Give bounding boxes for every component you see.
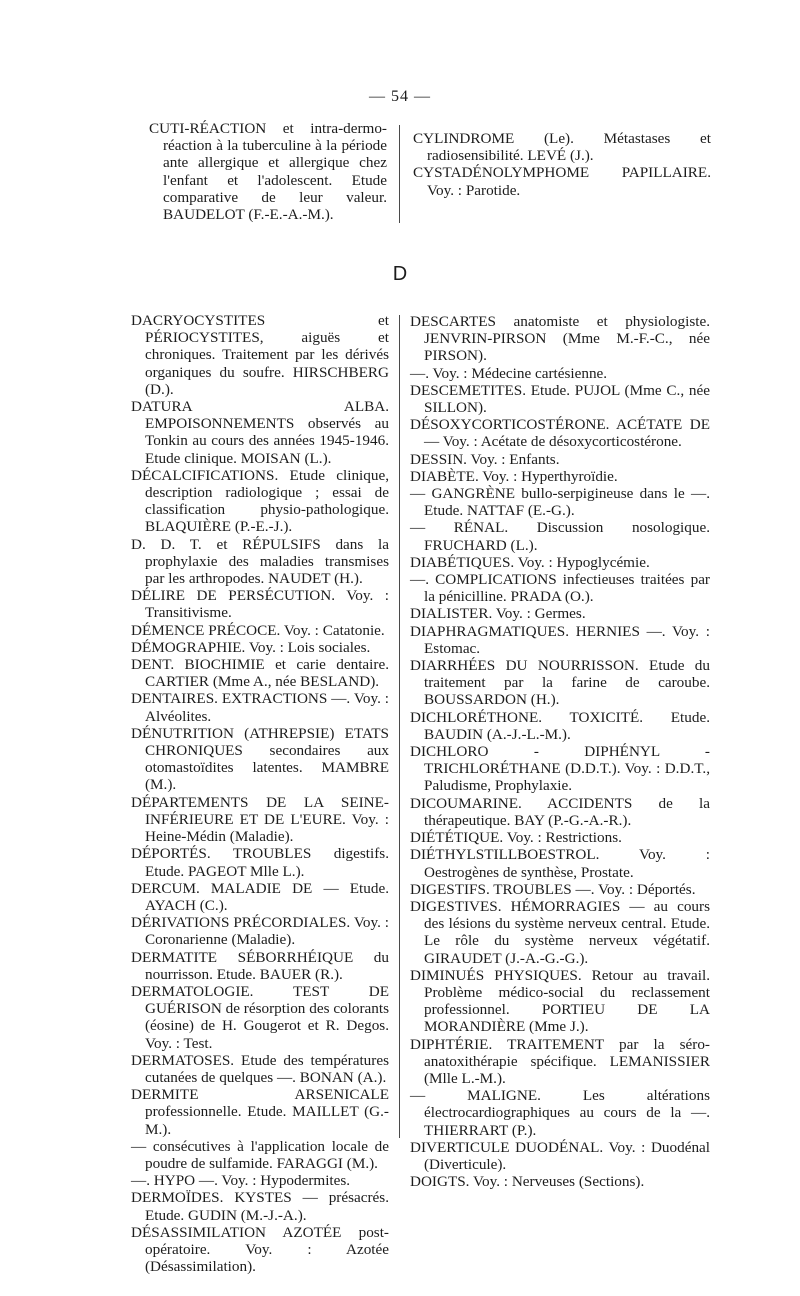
index-entry-term: —: [410, 1087, 426, 1105]
index-entry-term: DATURA ALBA.: [131, 398, 389, 416]
index-entry: [131, 880, 389, 914]
index-entry: [410, 709, 710, 743]
index-entry: [410, 743, 710, 795]
index-entry-term: DIMINUÉS: [410, 966, 485, 984]
index-entry-term: —: [410, 485, 426, 503]
index-entry-text: AZOTÉE post-opératoire. Voy. : Azotée (Désassimilation).: [145, 1223, 389, 1276]
index-entry-text: anatomiste et physiologiste. JENVRIN-PIRSON (Mme M.-F.-C., née PIRSON).: [424, 313, 710, 365]
index-entry-term: DICOUMARINE.: [410, 794, 522, 812]
index-entry-term: DIALISTER.: [410, 605, 493, 623]
index-entry-text: DE PERSÉCUTION. Voy. : Transitivisme.: [145, 587, 389, 622]
index-entry: [131, 587, 389, 621]
index-entry-text: MALIGNE. Les altérations électrocardiographiques au cours de la —. THIERRART (P.).: [424, 1087, 710, 1139]
index-entry: [410, 451, 710, 468]
index-entry-text: SÉBORRHÉIQUE du nourrisson. Etude. BAUER (R.).: [145, 948, 389, 983]
index-entry: [131, 467, 389, 536]
index-entry-text: et RÉPULSIFS dans la prophylaxie des maladies transmises par les arthropodes. NAUDET (H.).: [145, 535, 389, 588]
index-entry: [131, 725, 389, 794]
index-entry-text: aiguës et chroniques. Traitement par les dérivés organiques du soufre. HIRSCHBERG (D.).: [145, 329, 389, 398]
index-entry: [131, 622, 389, 639]
index-entry-text: Voy. : Restrictions.: [503, 829, 622, 847]
index-entry-text: Voy. : Oestrogènes de synthèse, Prostate.: [424, 846, 710, 881]
index-entry-text: MALADIE DE — Etude. AYACH (C.).: [145, 879, 389, 914]
index-entry: [131, 983, 389, 1052]
index-entry-term: DIABÉTIQUES.: [410, 553, 515, 571]
index-entry: [413, 164, 711, 198]
index-entry-text: RÉNAL. Discussion nosologique. FRUCHARD (L.).: [424, 519, 710, 554]
index-entry: [131, 690, 389, 724]
index-entry-text: Voy. : Hyperthyroïdie.: [478, 467, 618, 485]
index-entry-term: DIPHTÉRIE.: [410, 1035, 493, 1053]
index-entry-term: DERMATOLOGIE.: [131, 982, 254, 1000]
index-entry-text: PRÉCOCE. Voy. : Catatonie.: [204, 621, 385, 639]
index-entry-text: TROUBLES —. Voy. : Déportés.: [489, 880, 696, 898]
index-entry: [131, 536, 389, 588]
index-entry: [131, 1189, 389, 1223]
index-entry-text: Voy. : Parotide.: [427, 181, 521, 199]
index-entry-text: Etude. PUJOL (Mme C., née SILLON).: [424, 381, 710, 417]
index-entry-text: EXTRACTIONS —. Voy. : Alvéolites.: [145, 690, 389, 725]
index-entry-text: Voy. : Nerveuses (Sections).: [469, 1173, 645, 1191]
index-entry-term: DÉCALCIFICATIONS.: [131, 466, 279, 484]
index-entry-text: DE LA SEINE-INFÉRIEURE ET DE L'EURE. Voy. : Heine-Médin (Maladie).: [145, 793, 389, 846]
index-entry-term: —: [410, 519, 426, 537]
index-entry-text: HYPO —. Voy. : Hypodermites.: [149, 1172, 351, 1190]
index-entry: [131, 656, 389, 690]
index-entry-text: Etude des températures cutanées de quelques —. BONAN (A.).: [145, 1051, 389, 1086]
index-entry: [131, 949, 389, 983]
index-entry-term: DIGESTIVES.: [410, 897, 502, 915]
index-entry-term: DÉNUTRITION: [131, 724, 234, 742]
index-entry-term: DICHLORÉTHONE.: [410, 708, 543, 726]
index-entry-term: DESCEMETITES.: [410, 381, 527, 399]
index-entry-term: DÉSOXYCORTICOSTÉRONE.: [410, 416, 610, 434]
index-entry: [131, 1172, 389, 1189]
index-entry-text: Etude clinique, description radiologique ; essai de classification physio-pathologique. BLAQUIÈRE (P.-E.-J.).: [145, 466, 389, 536]
index-entry: [410, 365, 710, 382]
index-entry-term: DACRYOCYSTITES et PÉRIOCYSTITES,: [131, 312, 389, 347]
index-entry-text: Voy. : Enfants.: [466, 450, 560, 468]
index-entry-term: DIVERTICULE: [410, 1138, 510, 1156]
index-entry-text: Voy. : Lois sociales.: [245, 638, 371, 656]
index-entry: [131, 1224, 389, 1276]
index-entry-term: DICHLORO - DIPHÉNYL - TRICHLORÉTHANE: [410, 743, 710, 778]
index-entry: [410, 554, 710, 571]
index-entry: [410, 519, 710, 553]
index-entry-text: HÉMORRAGIES — au cours des lésions du système nerveux central. Etude. Le rôle du système nerveux végétatif. GIRAUDET (J.-A.-G.-G.).: [424, 897, 710, 967]
index-entry-term: DIAPHRAGMATIQUES.: [410, 622, 570, 640]
index-entry: [131, 914, 389, 948]
index-entry: [410, 881, 710, 898]
index-entry-text: Voy. : Médecine cartésienne.: [428, 364, 608, 382]
index-entry-term: DÉRIVATIONS: [131, 914, 230, 932]
index-entry-text: EMPOISONNEMENTS observés au Tonkin au cours des années 1945-1946. Etude clinique. MOISAN (L.).: [145, 415, 389, 467]
index-entry: [410, 1087, 710, 1139]
index-entry-term: —.: [131, 1172, 150, 1190]
index-entry-term: DÉPARTEMENTS: [131, 793, 249, 811]
index-entry: [410, 416, 710, 450]
index-entry: [410, 468, 710, 485]
index-entry-term: —.: [410, 364, 429, 382]
section-letter: D: [392, 263, 408, 285]
index-entry-term: DOIGTS.: [410, 1173, 470, 1191]
index-entry-text: ARSENICALE professionnelle. Etude. MAILLET (G.-M.).: [145, 1086, 389, 1138]
index-entry: [149, 120, 387, 223]
index-entry-text: ACÉTATE DE — Voy. : Acétate de désoxycorticostérone.: [424, 416, 710, 451]
index-entry: [131, 639, 389, 656]
index-entry-term: DÉMENCE: [131, 621, 205, 639]
index-entry: [410, 623, 710, 657]
index-entry-term: DERMATOSES.: [131, 1051, 235, 1069]
index-entry-text: TRAITEMENT par la séro-anatoxithérapie spécifique. LEMANISSIER (Mlle L.-M.).: [424, 1035, 710, 1087]
index-entry-term: DÉMOGRAPHIE.: [131, 638, 246, 656]
index-entry: [131, 398, 389, 467]
index-entry: [410, 967, 710, 1036]
index-entry: [410, 313, 710, 365]
index-entry-text: TROUBLES digestifs. Etude. PAGEOT Mlle L.).: [145, 845, 389, 880]
index-entry-term: DÉPORTÉS.: [131, 845, 211, 863]
index-entry: [410, 1036, 710, 1088]
left-index-column: [131, 312, 389, 1275]
index-entry-text: et intra-dermo-réaction à la tuberculine à la période ante allergique et allergique chez l'enfant et l'adolescent. Etude comparative de leur valeur. BAUDELOT (F.-E.-A.-M.).: [163, 120, 387, 224]
index-entry-term: DENT.: [131, 656, 175, 674]
index-entry: [410, 795, 710, 829]
index-entry: [131, 312, 389, 398]
index-entry: [410, 1173, 710, 1190]
index-entry-term: DÉLIRE: [131, 587, 185, 605]
index-entry-term: DIARRHÉES: [410, 657, 496, 675]
index-entry: [410, 898, 710, 967]
index-entry-term: DENTAIRES.: [131, 690, 218, 708]
index-entry-text: (ATHREPSIE) ETATS CHRONIQUES secondaires aux otomastoïdites latentes. MAMBRE (M.).: [145, 724, 389, 794]
index-entry-text: TOXICITÉ. Etude. BAUDIN (A.-J.-L.-M.).: [424, 708, 710, 743]
index-entry-text: Métastases et radiosensibilité. LEVÉ (J.).: [427, 130, 711, 165]
index-entry: [131, 794, 389, 846]
index-entry: [131, 1052, 389, 1086]
index-entry-term: CYLINDROME (Le).: [413, 130, 574, 147]
index-entry-text: COMPLICATIONS infectieuses traitées par la pénicilline. PRADA (O.).: [424, 571, 710, 606]
index-entry-text: Voy. : Germes.: [492, 605, 586, 623]
column-divider-main: [399, 315, 400, 1138]
index-entry-term: DERMATITE: [131, 948, 218, 966]
index-entry: [410, 829, 710, 846]
index-entry-term: DERMITE: [131, 1086, 199, 1104]
index-entry-term: DIÉTÉTIQUE.: [410, 829, 504, 847]
index-entry-text: consécutives à l'application locale de poudre de sulfamide. FARAGGI (M.).: [145, 1137, 389, 1172]
index-entry-text: DUODÉNAL. Voy. : Duodénal (Diverticule).: [424, 1138, 710, 1173]
index-entry-term: D. D. T.: [131, 535, 202, 553]
right-index-column: [410, 313, 710, 1190]
index-entry: [410, 485, 710, 519]
index-entry-text: GANGRÈNE bullo-serpigineuse dans le —. Etude. NATTAF (E.-G.).: [424, 485, 710, 520]
index-entry: [131, 1138, 389, 1172]
index-entry: [410, 846, 710, 880]
index-entry: [131, 1086, 389, 1138]
index-entry: [413, 130, 711, 164]
index-entry-text: ACCIDENTS de la thérapeutique. BAY (P.-G.-A.-R.).: [424, 794, 710, 829]
index-entry-term: DESSIN.: [410, 450, 467, 468]
index-entry-text: (D.D.T.). Voy. : D.D.T., Paludisme, Prophylaxie.: [424, 760, 710, 795]
index-entry: [410, 605, 710, 622]
index-entry-term: DIÉTHYLSTILLBOESTROL.: [410, 846, 600, 864]
page-number: — 54 —: [369, 88, 431, 105]
index-entry-term: DERMOÏDES.: [131, 1189, 224, 1207]
index-entry-term: DÉSASSIMILATION: [131, 1223, 267, 1241]
index-entry-text: Voy. : Hypoglycémie.: [514, 553, 650, 571]
index-entry: [410, 382, 710, 416]
index-entry-text: HERNIES —. Voy. : Estomac.: [424, 622, 710, 657]
index-entry: [410, 571, 710, 605]
index-entry-text: KYSTES — présacrés. Etude. GUDIN (M.-J.-A.).: [145, 1189, 389, 1224]
index-entry-text: TEST DE GUÉRISON de résorption des colorants (éosine) de H. Gougerot et R. Degos. Voy. : Test.: [145, 982, 389, 1052]
top-left-column: [149, 120, 387, 223]
index-entry-term: DIABÈTE.: [410, 467, 479, 485]
column-divider-top: [399, 125, 400, 223]
index-entry-term: —: [131, 1137, 147, 1155]
index-entry-term: CUTI-RÉACTION: [149, 120, 267, 137]
index-entry-term: DIGESTIFS.: [410, 880, 490, 898]
index-entry-text: PRÉCORDIALES. Voy. : Coronarienne (Maladie).: [145, 914, 389, 949]
index-entry-term: CYSTADÉNOLYMPHOME PAPILLAIRE.: [413, 164, 711, 182]
index-entry-text: PHYSIQUES. Retour au travail. Problème médico-social du reclassement professionnel. PORTIEU DE LA MORANDIÈRE (Mme J.).: [424, 966, 710, 1036]
index-entry: [410, 657, 710, 709]
index-entry-text: BIOCHIMIE et carie dentaire. CARTIER (Mme A., née BESLAND).: [145, 656, 389, 691]
top-right-column: [413, 130, 711, 199]
index-entry-term: DERCUM.: [131, 879, 200, 897]
index-entry: [410, 1139, 710, 1173]
index-entry: [131, 845, 389, 879]
index-entry-term: —.: [410, 571, 429, 589]
index-entry-term: DESCARTES: [410, 313, 497, 330]
index-entry-text: DU NOURRISSON. Etude du traitement par la farine de caroube. BOUSSARDON (H.).: [424, 657, 710, 709]
